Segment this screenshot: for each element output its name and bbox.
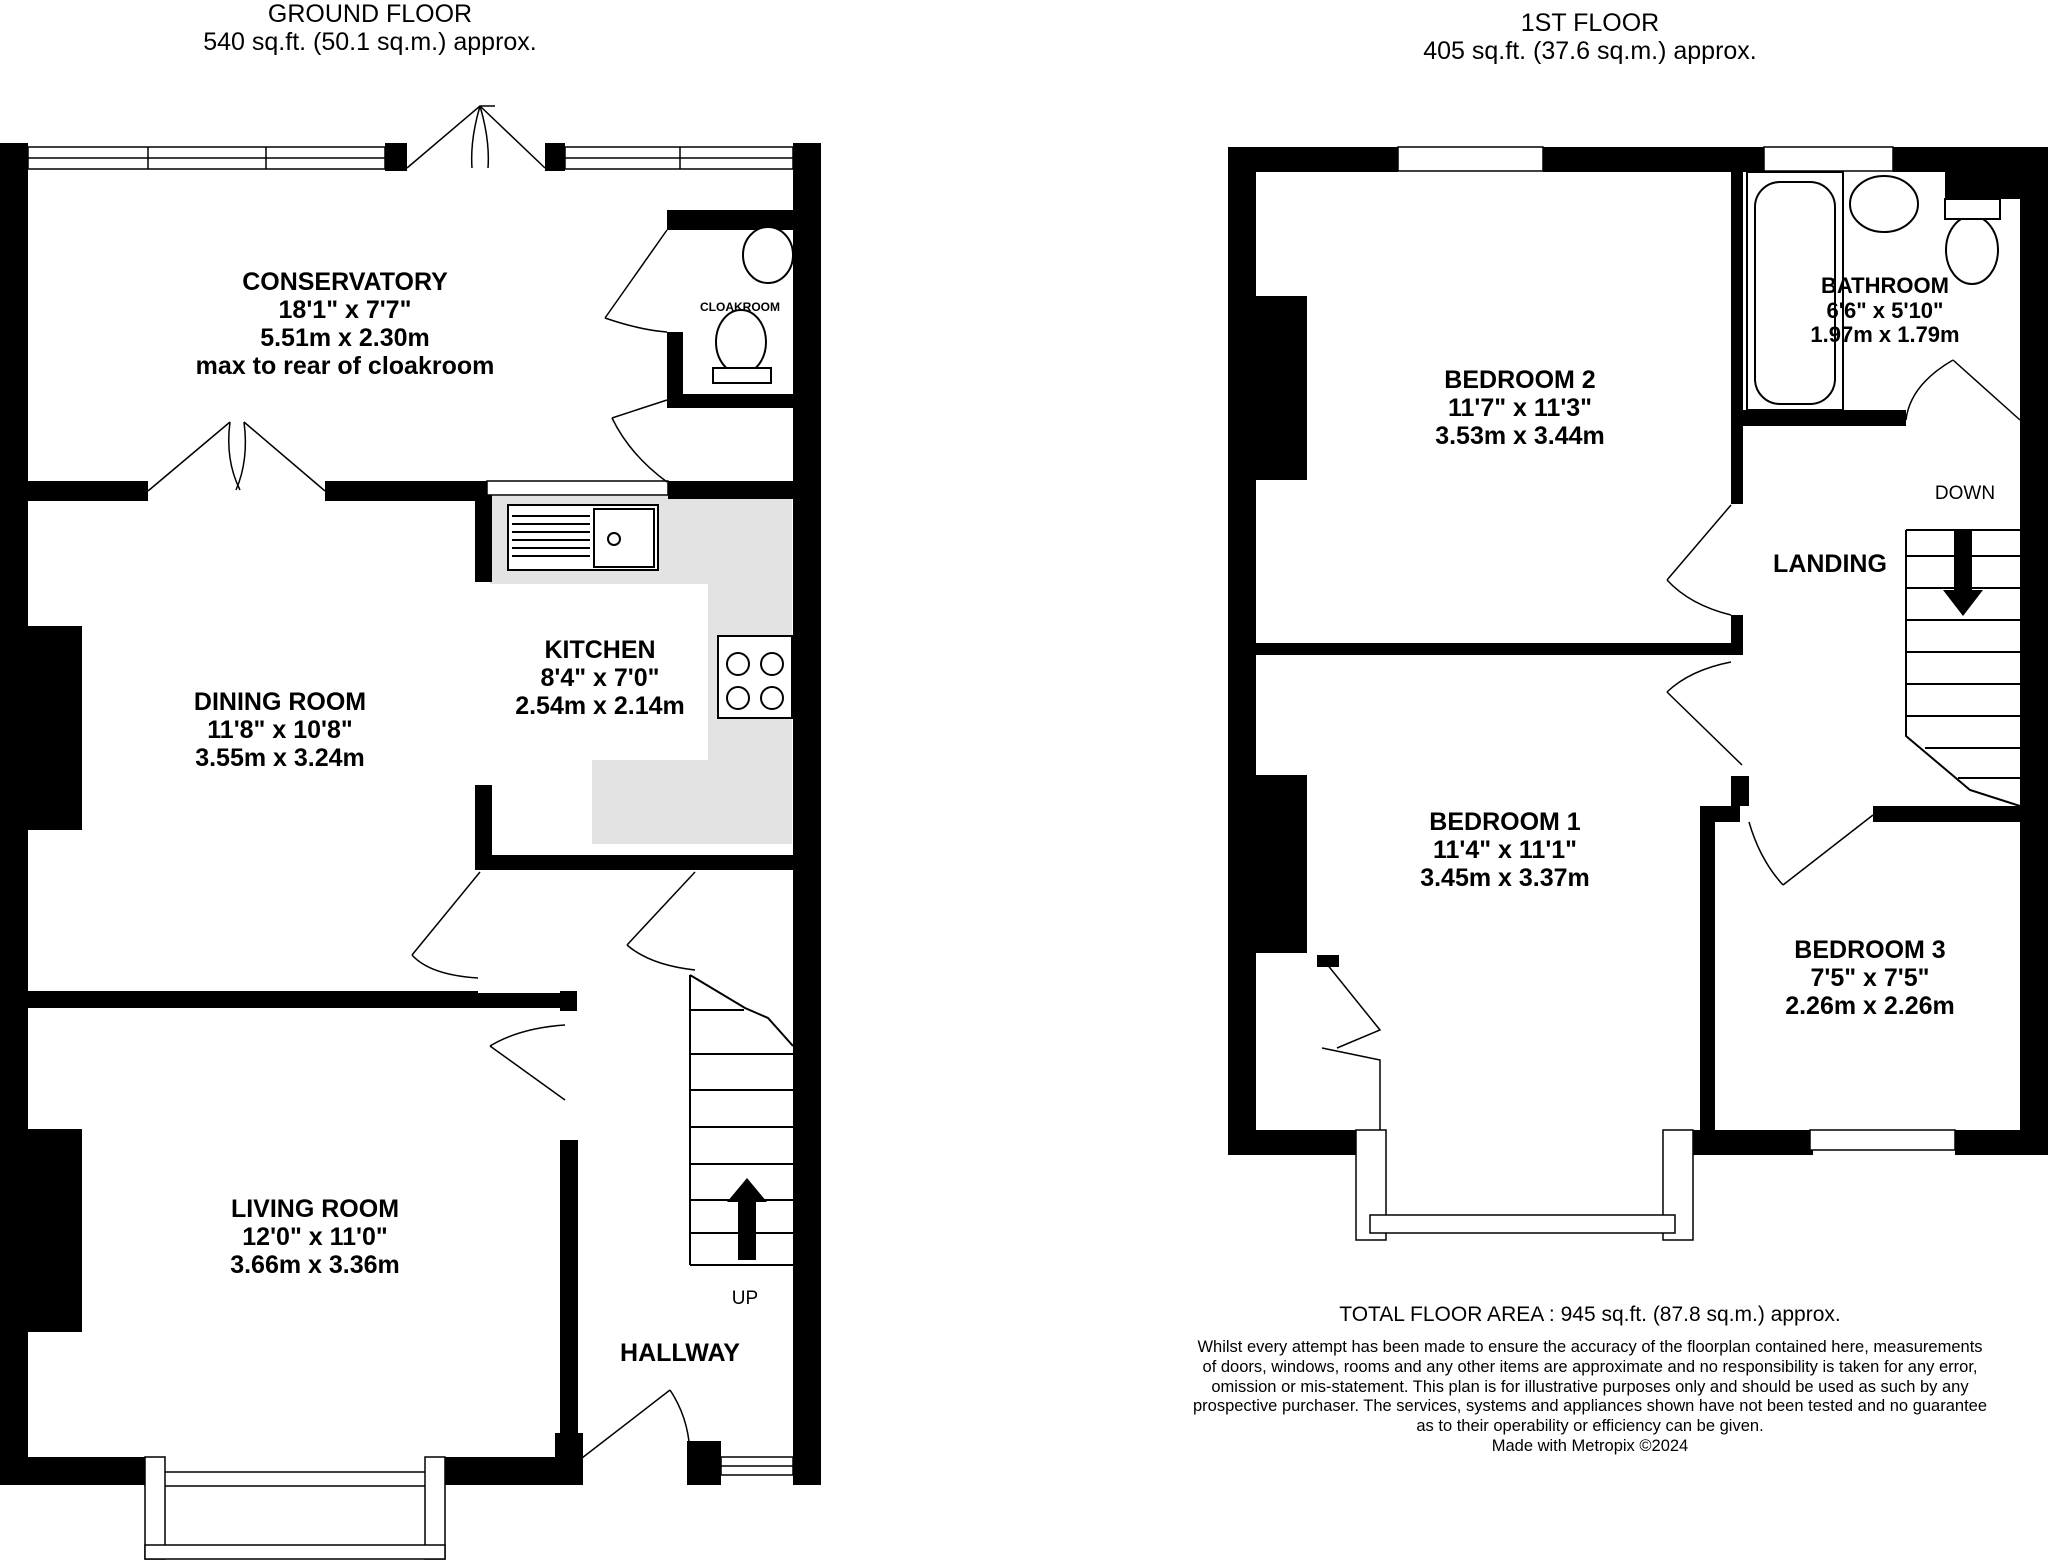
room-metric: 1.97m x 1.79m [1810,322,1960,348]
room-bedroom-2 [1370,366,1670,450]
disclaimer-line: prospective purchaser. The services, systems and appliances shown have not been tested and no guarantee [1192,1397,1988,1416]
room-name: BEDROOM 1 [1429,808,1581,836]
room-kitchen [480,636,720,720]
room-name: BATHROOM [1821,273,1949,298]
room-name: LIVING ROOM [230,1195,400,1223]
room-cloakroom [690,301,790,314]
kitchen-hob [718,636,792,718]
room-name: HALLWAY [620,1339,740,1367]
disclaimer-line: as to their operability or efficiency can be given. [1416,1417,1764,1436]
first-floor-heading: 1ST FLOOR [1520,9,1660,37]
room-metric: 3.66m x 3.36m [230,1251,400,1279]
room-name: CLOAKROOM [700,300,780,314]
stair-up-arrow [727,1178,767,1260]
room-name: DINING ROOM [193,688,367,716]
room-imperial: 18'1" x 7'7" [278,296,412,324]
room-hallway [600,1339,760,1367]
ground-floor-heading: GROUND FLOOR [267,0,473,28]
kitchen-sink [508,505,658,570]
total-floor-area: TOTAL FLOOR AREA : 945 sq.ft. (87.8 sq.m.) approx. [1339,1303,1841,1326]
room-bathroom [1770,274,2000,348]
room-dining [130,688,430,772]
disclaimer [1150,1338,2030,1457]
credit: Made with Metropix ©2024 [1491,1436,1689,1455]
room-imperial: 6'6" x 5'10" [1826,297,1944,323]
disclaimer-line: omission or mis-statement. This plan is for illustrative purposes only and should be used as such by any [1211,1377,1969,1396]
room-landing [1750,550,1910,578]
first-floor-title [1380,9,1800,65]
stair-down-label: DOWN [1934,483,1996,504]
room-metric: 2.26m x 2.26m [1785,992,1955,1020]
room-imperial: 12'0" x 11'0" [242,1223,388,1251]
room-metric: 5.51m x 2.30m [260,324,430,352]
room-imperial: 11'8" x 10'8" [207,716,353,744]
room-imperial: 7'5" x 7'5" [1810,964,1930,992]
room-name: LANDING [1773,550,1887,578]
room-name: KITCHEN [544,636,656,664]
room-name: BEDROOM 3 [1794,936,1946,964]
room-bedroom-1 [1355,808,1655,892]
first-floor-area: 405 sq.ft. (37.6 sq.m.) approx. [1423,37,1757,65]
room-metric: 3.45m x 3.37m [1420,864,1590,892]
ground-floor-area: 540 sq.ft. (50.1 sq.m.) approx. [203,28,537,56]
stair-down-arrow [1943,530,1983,616]
room-imperial: 11'4" x 11'1" [1432,836,1578,864]
disclaimer-line: of doors, windows, rooms and any other items are approximate and no responsibility is taken for any error, [1202,1357,1978,1376]
stair-up-label: UP [731,1288,759,1309]
room-metric: 2.54m x 2.14m [515,692,685,720]
ground-floor-title [160,0,580,56]
room-imperial: 11'7" x 11'3" [1447,394,1593,422]
room-conservatory [120,268,570,380]
room-metric: 3.55m x 3.24m [195,744,365,772]
room-name: BEDROOM 2 [1444,366,1596,394]
room-metric: 3.53m x 3.44m [1435,422,1605,450]
room-imperial: 8'4" x 7'0" [540,664,660,692]
room-living [165,1195,465,1279]
disclaimer-line: Whilst every attempt has been made to ensure the accuracy of the floorplan contained here, measurements [1197,1338,1983,1356]
room-name: CONSERVATORY [242,268,448,296]
room-bedroom-3 [1720,936,2020,1020]
room-note: max to rear of cloakroom [195,352,495,380]
